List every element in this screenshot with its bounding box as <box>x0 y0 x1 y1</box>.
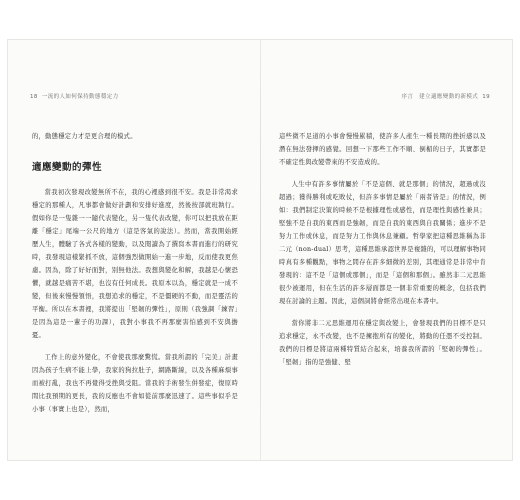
right-paragraph: 當你將非二元思維運用在穩定與改變上，會發現我們的目標不是只追求穩定，永不改變，也不是擁抱所有的變化，將動的任憑不受控制。我們的目標是將這兩種特質結合起來，培養我所謂的「堅韌的彈性」。「堅韌」指的是強健、堅 <box>279 320 486 366</box>
right-page <box>261 40 512 460</box>
right-running-head <box>401 92 494 100</box>
right-running-title: 序言 建立適應變動的新模式 <box>401 94 479 100</box>
left-page-number: 18 <box>30 94 38 100</box>
left-paragraph: 工作上的意外變化，不會使我那麼驚慌。當我所謂的「完美」計畫因為孩子生病不能上學，我家的狗拉肚子，網路斷線，以及各種麻煩事而被打亂，我也不再覺得受挫與受阻。當我的手術發生併發症，復原時間比我預期的更長，我的反應也不會如從前那麼迅速了。這些事似乎是小事（事實上也是），然而， <box>32 354 238 413</box>
left-paragraph: 當我初次發現改變無所不在，我的心裡感到很不安。我是非常渴求穩定的那種人，凡事都會做好計劃和安排好進度，然後按部就班執行。假如你是一隻雜一一隨代表變化，另一隻代表改變，你可以把我放在距離「穩定」尾端一公尺的地方（這是客氣的說法）。然而，當我開始經歷人生，體驗了各式各樣的變動，以及閱讀為了撰寫本書而進行的研究時，我發現這樣緊抓不放，這個強烈做開始一進一步地，反而使我更焦慮。因為，除了好好面對，別無他法。我想與變化和解，我越是心懷恐懼，就越是痛苦不堪，也沒有任何成長。我原本以為，穩定就是一成不變，但後來慢慢領悟，我想追求的穩定，不是僵硬的不動，而是靈活的平衡。所以在本書裡，我將提出「堅韌的彈性」，原則（我強調「練習」是因為這是一輩子的功課），我對小事我不再那麼害怕感到不安與擔憂。 <box>32 189 238 339</box>
right-page-body <box>279 130 486 378</box>
right-paragraph: 這些微不足道的小事會慢慢累積，使許多人產生一種長期的挫折感以及潛在無法發揮的感覺。回想一下那些工作不順、倒楣的日子，其實都是不確定性與改變帶來的不安造成的。 <box>279 133 486 166</box>
section-heading: 適應變動的彈性 <box>32 162 103 173</box>
right-paragraph: 人生中有許多事情屬於「不是這個、就是那個」的情況，超過或沒超過；獲得勝利或吃敗仗，但許多事情是屬於「兩者皆是」的情況，例如：我們制定決策的時候不是根據理性或感性，而是理性與感性兼具；堅強不是自我的東西而是強韌，而是自我的東西與自我關係；進步不是努力工作或休息，而是努力工作與休息兼顧。哲學家把這種思維稱為非二元（non-dual）思考，這種思維承認世界是複雜的，可以理解事物同時真有多種觀點，事物之間存在許多細微的差別，其理通常是非常中肯發現的：這不是「這個或那個」，而是「這個和那個」。雖然非二元思維很少被運用，但在生活的許多層面都是一個非常重要的概念，包括我們現在討論的主題。因此，這個詞將會經常出現在本書中。 <box>279 181 486 305</box>
left-opening-line: 的，動態穩定力才是更合理的模式。 <box>32 133 137 140</box>
left-running-title: 一流的人如何保持動態穩定力 <box>41 94 119 100</box>
left-running-head <box>26 92 119 100</box>
book-spread <box>8 40 512 460</box>
left-page-body <box>32 130 238 425</box>
right-page-number: 19 <box>482 94 490 100</box>
left-page <box>8 40 260 460</box>
